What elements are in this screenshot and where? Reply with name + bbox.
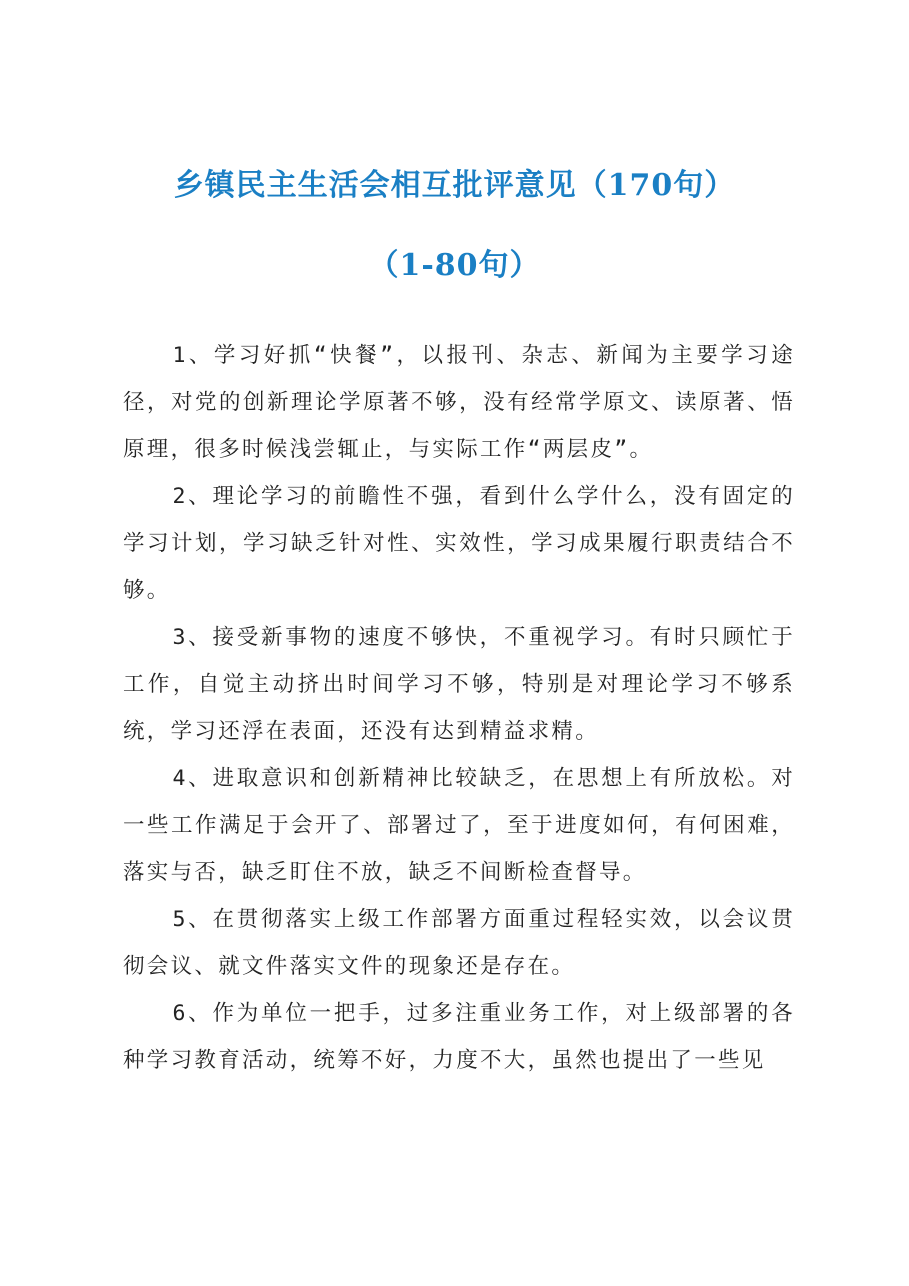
paragraph-5: 5、在贯彻落实上级工作部署方面重过程轻实效，以会议贯彻会议、就文件落实文件的现象还是存在。	[123, 907, 795, 979]
paragraph-6: 6、作为单位一把手，过多注重业务工作，对上级部署的各种学习教育活动，统筹不好，力度不大，虽然也提出了一些见	[123, 1001, 795, 1073]
document-subtitle: （1-80句）	[368, 248, 541, 283]
document-title: 乡镇民主生活会相互批评意见（170句）	[173, 168, 736, 203]
document-body	[123, 332, 795, 1084]
paragraph-4: 4、进取意识和创新精神比较缺乏，在思想上有所放松。对一些工作满足于会开了、部署过了，至于进度如何，有何困难，落实与否，缺乏盯住不放，缺乏不间断检查督导。	[123, 766, 795, 885]
paragraph-3: 3、接受新事物的速度不够快，不重视学习。有时只顾忙于工作，自觉主动挤出时间学习不够，特别是对理论学习不够系统，学习还浮在表面，还没有达到精益求精。	[123, 625, 795, 744]
paragraph-2: 2、理论学习的前瞻性不强，看到什么学什么，没有固定的学习计划，学习缺乏针对性、实效性，学习成果履行职责结合不够。	[123, 484, 795, 603]
paragraph-1: 1、学习好抓“快餐”，以报刊、杂志、新闻为主要学习途径，对党的创新理论学原著不够，没有经常学原文、读原著、悟原理，很多时候浅尝辄止，与实际工作“两层皮”。	[123, 343, 795, 462]
